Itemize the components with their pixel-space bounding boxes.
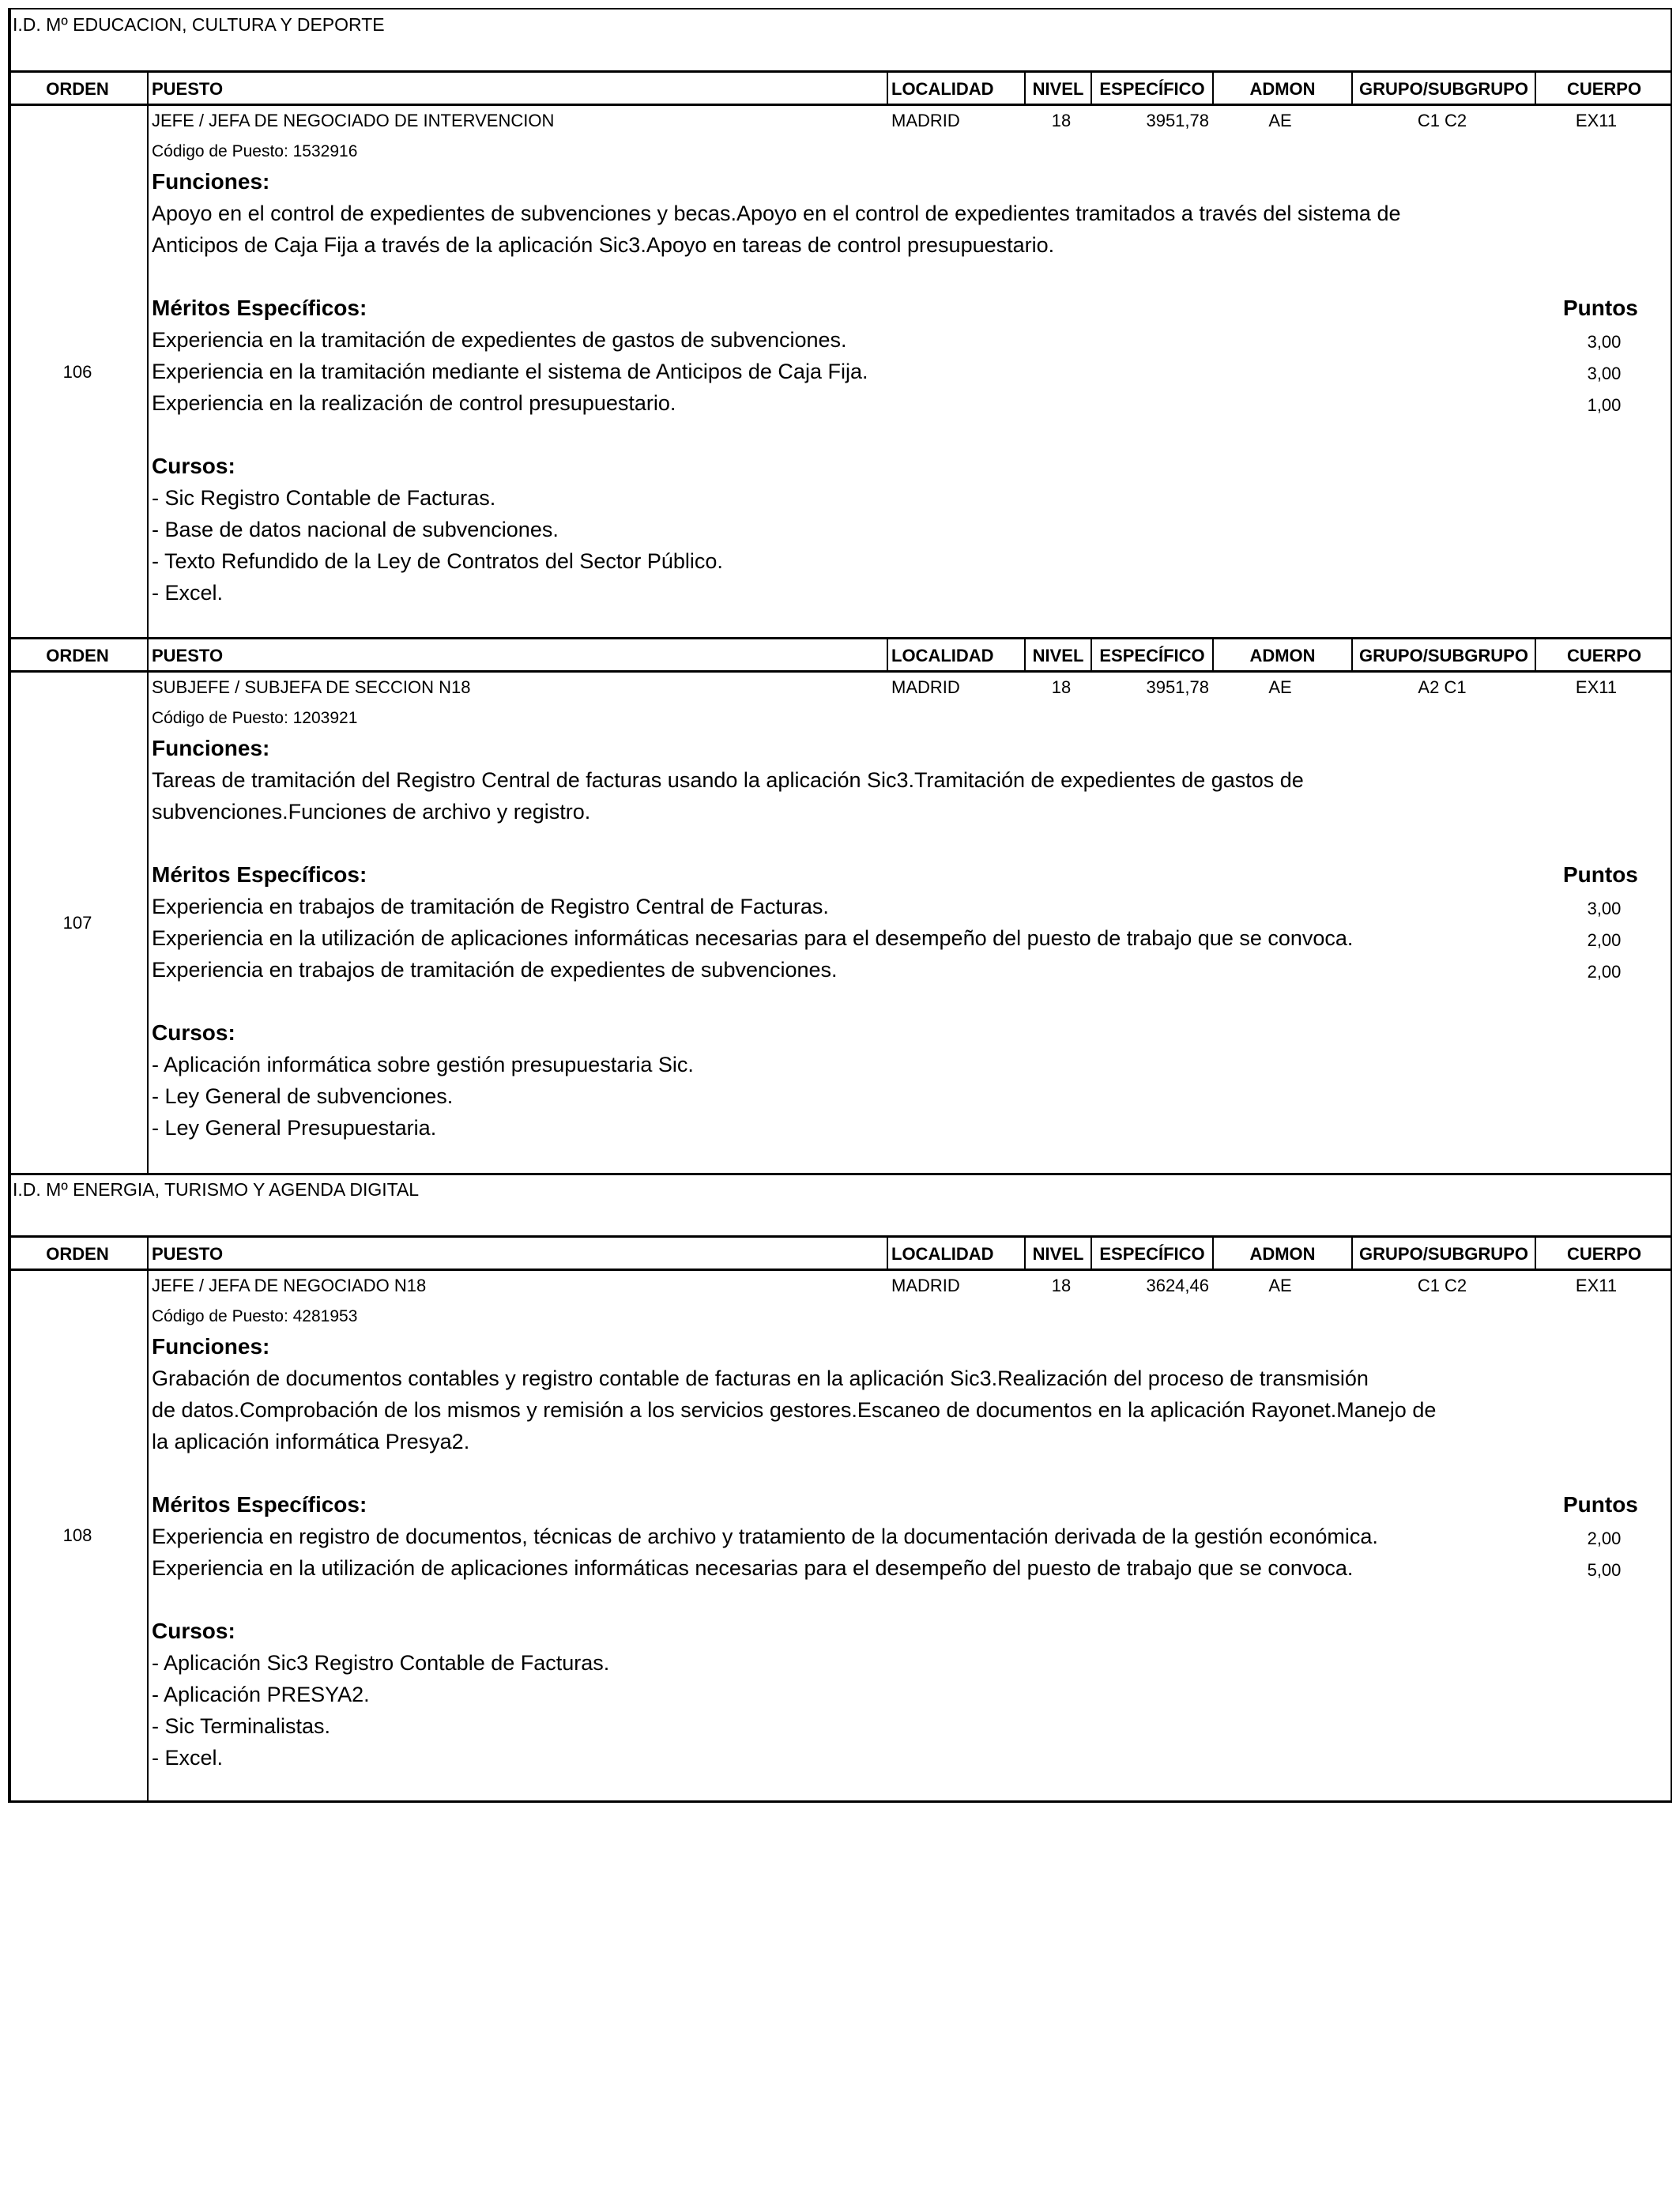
- especifico-value: 3951,78: [1146, 677, 1209, 697]
- curso-item: - Texto Refundido de la Ley de Contratos del Sector Público.: [152, 549, 723, 573]
- divider: [8, 1173, 1672, 1175]
- funciones-line: Tareas de tramitación del Registro Central de facturas usando la aplicación Sic3.Tramitación de expedientes de gastos de: [152, 768, 1304, 792]
- divider: [8, 670, 1672, 673]
- curso-item: - Aplicación informática sobre gestión presupuestaria Sic.: [152, 1053, 694, 1076]
- header-grupo: GRUPO/SUBGRUPO: [1359, 79, 1528, 99]
- header-localidad: LOCALIDAD: [891, 646, 994, 665]
- codigo-puesto: Código de Puesto: 1203921: [152, 709, 358, 727]
- curso-item: - Sic Registro Contable de Facturas.: [152, 486, 496, 510]
- header-nivel: NIVEL: [1032, 646, 1084, 665]
- puesto-value: SUBJEFE / SUBJEFA DE SECCION N18: [152, 677, 471, 697]
- header-admon: ADMON: [1249, 646, 1316, 665]
- header-nivel: NIVEL: [1032, 1244, 1084, 1264]
- merito-text: Experiencia en registro de documentos, técnicas de archivo y tratamiento de la documentación derivada de la gestión económica.: [152, 1525, 1378, 1548]
- header-cuerpo: CUERPO: [1566, 1244, 1642, 1264]
- merito-puntos: 2,00: [1587, 930, 1622, 950]
- cursos-label: Cursos:: [152, 454, 235, 478]
- merito-text: Experiencia en la utilización de aplicaciones informáticas necesarias para el desempeño del puesto de trabajo que se convoca.: [152, 926, 1354, 950]
- merito-text: Experiencia en la utilización de aplicaciones informáticas necesarias para el desempeño del puesto de trabajo que se convoca.: [152, 1556, 1354, 1580]
- header-puesto: PUESTO: [152, 79, 224, 99]
- curso-item: - Ley General Presupuestaria.: [152, 1116, 437, 1140]
- curso-item: - Ley General de subvenciones.: [152, 1084, 454, 1108]
- table-header: [8, 1237, 1672, 1270]
- especifico-value: 3951,78: [1146, 111, 1209, 130]
- merito-puntos: 2,00: [1587, 962, 1622, 982]
- curso-item: - Aplicación PRESYA2.: [152, 1683, 370, 1706]
- admon-value: AE: [1268, 1276, 1292, 1295]
- header-grupo: GRUPO/SUBGRUPO: [1359, 646, 1528, 665]
- funciones-label: Funciones:: [152, 736, 270, 760]
- cuerpo-value: EX11: [1575, 677, 1618, 697]
- curso-item: - Excel.: [152, 581, 224, 605]
- grupo-value: C1 C2: [1417, 1276, 1467, 1295]
- divider: [147, 1270, 149, 1803]
- divider: [8, 1269, 1672, 1271]
- header-cuerpo: CUERPO: [1566, 646, 1642, 665]
- orden-value: 106: [62, 362, 92, 382]
- header-puesto: PUESTO: [152, 646, 224, 665]
- puntos-label: Puntos: [1563, 862, 1638, 887]
- especifico-value: 3624,46: [1146, 1276, 1209, 1295]
- merito-text: Experiencia en trabajos de tramitación de expedientes de subvenciones.: [152, 958, 838, 982]
- puesto-value: JEFE / JEFA DE NEGOCIADO N18: [152, 1276, 427, 1295]
- admon-value: AE: [1268, 111, 1292, 130]
- merito-puntos: 2,00: [1587, 1529, 1622, 1548]
- puntos-label: Puntos: [1563, 296, 1638, 320]
- cursos-label: Cursos:: [152, 1619, 235, 1643]
- merito-text: Experiencia en la tramitación de expedientes de gastos de subvenciones.: [152, 328, 847, 352]
- funciones-line: de datos.Comprobación de los mismos y remisión a los servicios gestores.Escaneo de documentos en la aplicación Rayonet.Manejo de: [152, 1398, 1437, 1422]
- funciones-line: la aplicación informática Presya2.: [152, 1430, 470, 1453]
- header-orden: ORDEN: [46, 1244, 109, 1264]
- funciones-label: Funciones:: [152, 1334, 270, 1359]
- header-grupo: GRUPO/SUBGRUPO: [1359, 1244, 1528, 1264]
- meritos-label: Méritos Específicos:: [152, 1492, 367, 1517]
- header-puesto: PUESTO: [152, 1244, 224, 1264]
- localidad-value: MADRID: [891, 1276, 960, 1295]
- header-nivel: NIVEL: [1032, 79, 1084, 99]
- grupo-value: A2 C1: [1418, 677, 1467, 697]
- divider: [147, 672, 149, 1174]
- merito-text: Experiencia en la tramitación mediante el sistema de Anticipos de Caja Fija.: [152, 360, 868, 383]
- header-especifico: ESPECÍFICO: [1099, 646, 1205, 665]
- section-title-educacion: I.D. Mº EDUCACION, CULTURA Y DEPORTE: [13, 14, 385, 35]
- localidad-value: MADRID: [891, 677, 960, 697]
- header-cuerpo: CUERPO: [1566, 79, 1642, 99]
- table-header: [8, 72, 1672, 105]
- cuerpo-value: EX11: [1575, 1276, 1618, 1295]
- table-header: [8, 639, 1672, 672]
- header-especifico: ESPECÍFICO: [1099, 79, 1205, 99]
- merito-text: Experiencia en trabajos de tramitación de Registro Central de Facturas.: [152, 895, 829, 918]
- curso-item: - Base de datos nacional de subvenciones.: [152, 518, 559, 541]
- curso-item: - Aplicación Sic3 Registro Contable de Facturas.: [152, 1651, 610, 1675]
- funciones-line: Anticipos de Caja Fija a través de la aplicación Sic3.Apoyo en tareas de control presupuestario.: [152, 233, 1055, 257]
- merito-text: Experiencia en la realización de control presupuestario.: [152, 391, 676, 415]
- cursos-label: Cursos:: [152, 1020, 235, 1045]
- grupo-value: C1 C2: [1417, 111, 1467, 130]
- header-admon: ADMON: [1249, 79, 1316, 99]
- orden-value: 108: [62, 1525, 92, 1545]
- curso-item: - Excel.: [152, 1746, 224, 1770]
- header-orden: ORDEN: [46, 646, 109, 665]
- merito-puntos: 1,00: [1587, 395, 1622, 415]
- funciones-label: Funciones:: [152, 169, 270, 194]
- orden-value: 107: [62, 913, 92, 933]
- section-title-energia: I.D. Mº ENERGIA, TURISMO Y AGENDA DIGITAL: [13, 1179, 420, 1200]
- meritos-label: Méritos Específicos:: [152, 296, 367, 320]
- puesto-value: JEFE / JEFA DE NEGOCIADO DE INTERVENCION: [152, 111, 555, 130]
- divider: [147, 105, 149, 639]
- funciones-line: subvenciones.Funciones de archivo y registro.: [152, 800, 591, 824]
- header-especifico: ESPECÍFICO: [1099, 1244, 1205, 1264]
- divider: [8, 104, 1672, 106]
- merito-puntos: 3,00: [1587, 899, 1622, 918]
- nivel-value: 18: [1051, 1276, 1072, 1295]
- header-localidad: LOCALIDAD: [891, 79, 994, 99]
- curso-item: - Sic Terminalistas.: [152, 1714, 331, 1738]
- nivel-value: 18: [1051, 111, 1072, 130]
- puntos-label: Puntos: [1563, 1492, 1638, 1517]
- cuerpo-value: EX11: [1575, 111, 1618, 130]
- funciones-line: Apoyo en el control de expedientes de subvenciones y becas.Apoyo en el control de expedientes tramitados a través del sistema de: [152, 202, 1401, 225]
- header-admon: ADMON: [1249, 1244, 1316, 1264]
- header-localidad: LOCALIDAD: [891, 1244, 994, 1264]
- top-border: [8, 8, 1672, 9]
- merito-puntos: 5,00: [1587, 1560, 1622, 1580]
- merito-puntos: 3,00: [1587, 332, 1622, 352]
- header-orden: ORDEN: [46, 79, 109, 99]
- admon-value: AE: [1268, 677, 1292, 697]
- funciones-line: Grabación de documentos contables y registro contable de facturas en la aplicación Sic3.Realización del proceso de transmisión: [152, 1367, 1369, 1390]
- codigo-puesto: Código de Puesto: 4281953: [152, 1307, 358, 1325]
- localidad-value: MADRID: [891, 111, 960, 130]
- nivel-value: 18: [1051, 677, 1072, 697]
- merito-puntos: 3,00: [1587, 364, 1622, 383]
- meritos-label: Méritos Específicos:: [152, 862, 367, 887]
- codigo-puesto: Código de Puesto: 1532916: [152, 142, 358, 160]
